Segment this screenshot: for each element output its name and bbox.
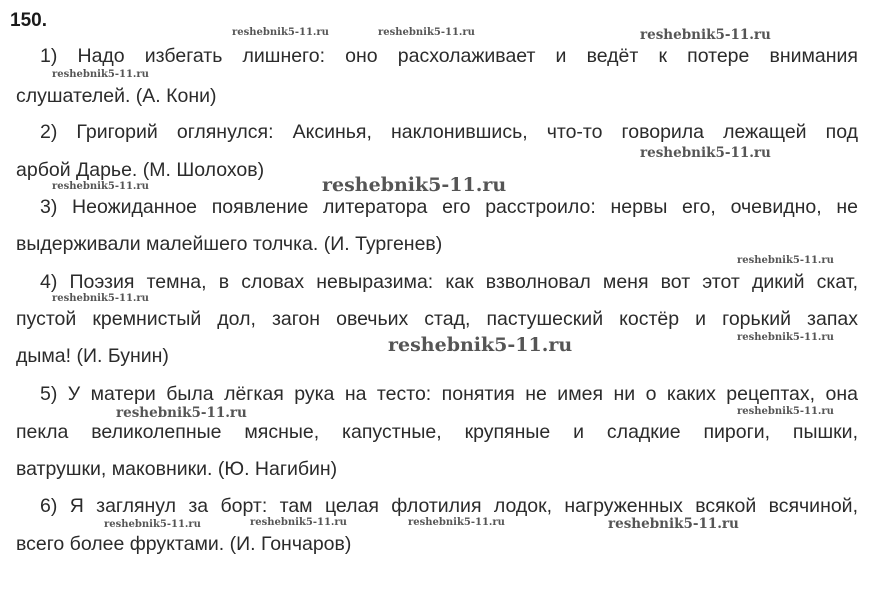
- sentence-2-line-1: 2) Григорий оглянулся: Аксинья, наклонившись, что-то говорила лежащей под: [40, 121, 858, 143]
- sentence-4-line-2: пустой кремнистый дол, загон овечьих стад, пастушеский костёр и горький запах: [16, 308, 858, 330]
- sentence-6-line-1: 6) Я заглянул за борт: там целая флотилия лодок, нагруженных всякой всячиной,: [40, 495, 858, 517]
- sentence-1-line-1: 1) Надо избегать лишнего: оно расхолаживает и ведёт к потере внимания: [40, 45, 858, 67]
- sentence-2-line-2: арбой Дарье. (М. Шолохов): [16, 159, 265, 181]
- watermark: reshebnik5-11.ru: [378, 27, 475, 38]
- watermark: reshebnik5-11.ru: [104, 519, 201, 530]
- watermark: reshebnik5-11.ru: [388, 334, 573, 356]
- sentence-6-line-2: всего более фруктами. (И. Гончаров): [16, 533, 352, 555]
- sentence-4-line-3: дыма! (И. Бунин): [16, 345, 169, 367]
- watermark: reshebnik5-11.ru: [52, 69, 149, 80]
- watermark: reshebnik5-11.ru: [116, 405, 247, 421]
- watermark: reshebnik5-11.ru: [640, 27, 771, 43]
- watermark: reshebnik5-11.ru: [737, 332, 834, 343]
- watermark: reshebnik5-11.ru: [608, 516, 739, 532]
- sentence-4-line-1: 4) Поэзия темна, в словах невыразима: как взволновал меня вот этот дикий скат,: [40, 271, 858, 293]
- sentence-3-line-1: 3) Неожиданное появление литератора его расстроило: нервы его, очевидно, не: [40, 196, 858, 218]
- watermark: reshebnik5-11.ru: [52, 181, 149, 192]
- watermark: reshebnik5-11.ru: [52, 293, 149, 304]
- watermark: reshebnik5-11.ru: [232, 27, 329, 38]
- watermark: reshebnik5-11.ru: [250, 517, 347, 528]
- sentence-5-line-3: ватрушки, маковники. (Ю. Нагибин): [16, 458, 338, 480]
- sentence-5-line-2: пекла великолепные мясные, капустные, крупяные и сладкие пироги, пышки,: [16, 421, 858, 443]
- watermark: reshebnik5-11.ru: [737, 406, 834, 417]
- sentence-3-line-2: выдерживали малейшего толчка. (И. Тургенев): [16, 233, 443, 255]
- watermark: reshebnik5-11.ru: [408, 517, 505, 528]
- watermark: reshebnik5-11.ru: [737, 255, 834, 266]
- watermark: reshebnik5-11.ru: [640, 145, 771, 161]
- exercise-number: 150.: [10, 10, 47, 31]
- sentence-1-line-2: слушателей. (А. Кони): [16, 85, 217, 107]
- watermark: reshebnik5-11.ru: [322, 174, 507, 196]
- sentence-5-line-1: 5) У матери была лёгкая рука на тесто: понятия не имея ни о каких рецептах, она: [40, 383, 858, 405]
